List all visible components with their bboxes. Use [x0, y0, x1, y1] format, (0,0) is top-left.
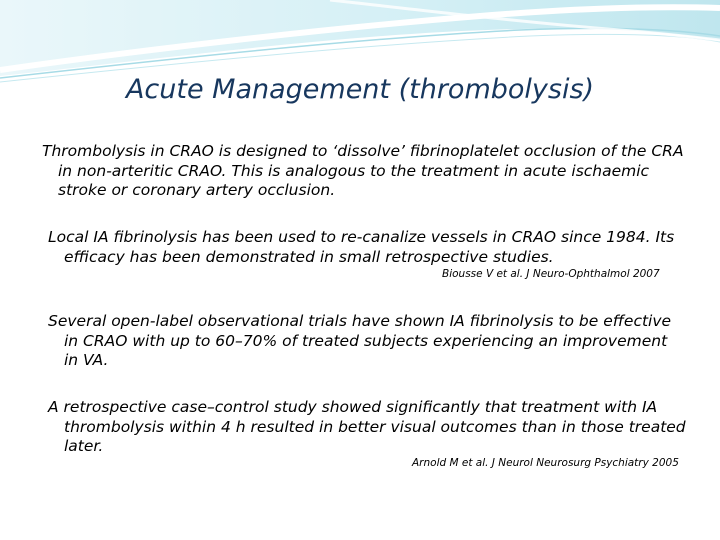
paragraph-case-control-study: A retrospective case–control study showed significantly that treatment with IA thrombolysis within 4 h resulted in better visual outcomes than in those treated later.	[48, 398, 686, 455]
slide-title: Acute Management (thrombolysis)	[125, 74, 595, 105]
paragraph-local-ia-fibrinolysis: Local IA fibrinolysis has been used to re-canalize vessels in CRAO since 1984. Its efficacy has been demonstrated in small retrospective studies.	[48, 228, 675, 266]
citation-biousse: Biousse V et al. J Neuro-Ophthalmol 2007	[442, 268, 660, 280]
citation-arnold: Arnold M et al. J Neurol Neurosurg Psychiatry 2005	[412, 457, 679, 469]
paragraph-thrombolysis-design: Thrombolysis in CRAO is designed to ‘dissolve’ fibrinoplatelet occlusion of the CRA in non-arteritic CRAO. This is analogous to the treatment in acute ischaemic stroke or coronary artery occlusion.	[42, 142, 684, 199]
paragraph-open-label-trials: Several open-label observational trials have shown IA fibrinolysis to be effective in CRAO with up to 60–70% of treated subjects experiencing an improvement in VA.	[48, 312, 672, 369]
